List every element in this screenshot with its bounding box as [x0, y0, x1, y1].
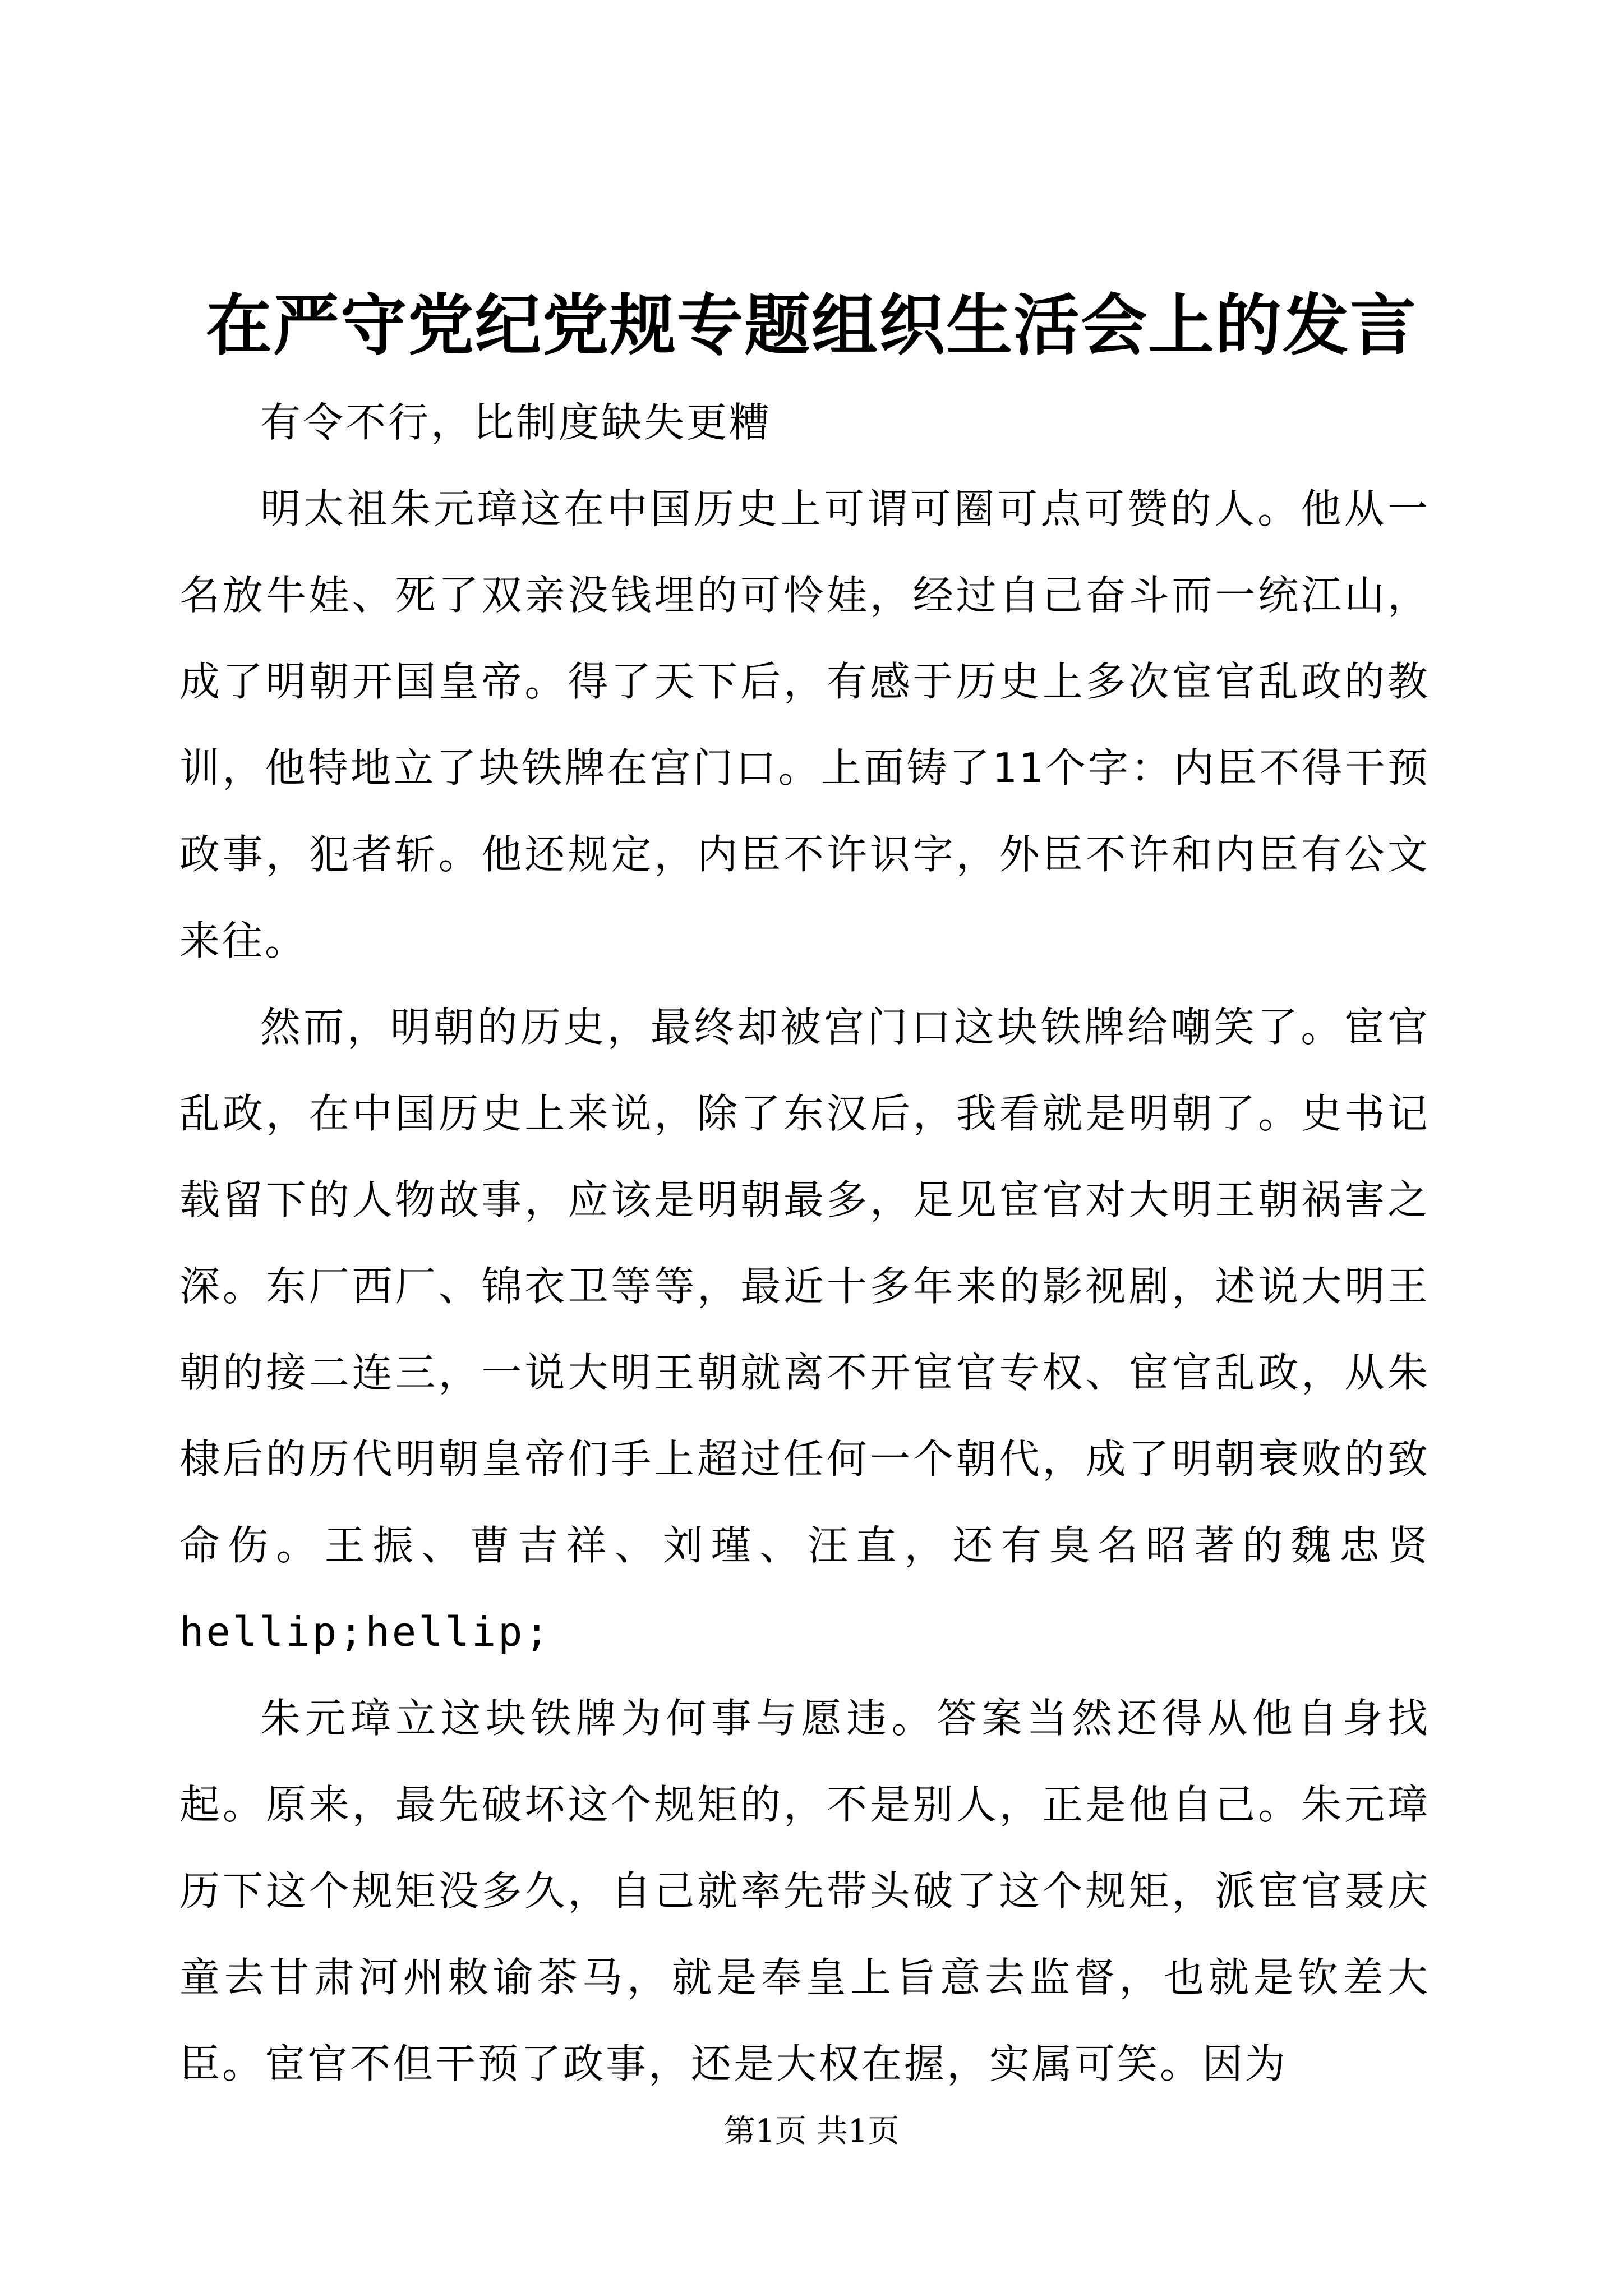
paragraph: 朱元璋立这块铁牌为何事与愿违。答案当然还得从他自身找起。原来，最先破坏这个规矩的，不是别人，正是他自己。朱元璋历下这个规矩没多久，自己就率先带头破了这个规矩，派宦官聂庆童去甘肃河州敕谕茶马，就是奉皇上旨意去监督，也就是钦差大臣。宦官不但干预了政事，还是大权在握，实属可笑。因为: [179, 1695, 1430, 2087]
page-footer: 第1页 共1页: [723, 2113, 900, 2150]
document-subtitle: 有令不行，比制度缺失更糟: [260, 399, 772, 446]
paragraph: 明太祖朱元璋这在中国历史上可谓可圈可点可赞的人。他从一名放牛娃、死了双亲没钱埋的可怜娃，经过自己奋斗而一统江山，成了明朝开国皇帝。得了天下后，有感于历史上多次宦官乱政的教训，他特地立了块铁牌在宫门口。上面铸了11个字：内臣不得干预政事，犯者斩。他还规定，内臣不许识字，外臣不许和内臣有公文来往。: [179, 485, 1430, 964]
document-body: [179, 379, 1430, 2107]
paragraph: 然而，明朝的历史，最终却被宫门口这块铁牌给嘲笑了。宦官乱政，在中国历史上来说，除了东汉后，我看就是明朝了。史书记载留下的人物故事，应该是明朝最多，足见宦官对大明王朝祸害之深。东厂西厂、锦衣卫等等，最近十多年来的影视剧，述说大明王朝的接二连三，一说大明王朝就离不开宦官专权、宦官乱政，从朱棣后的历代明朝皇帝们手上超过任何一个朝代，成了明朝衰败的致命伤。王振、曹吉祥、刘瑾、汪直，还有臭名昭著的魏忠贤hellip;hellip;: [179, 1004, 1430, 1655]
document-title: 在严守党纪党规专题组织生活会上的发言: [205, 286, 1417, 364]
